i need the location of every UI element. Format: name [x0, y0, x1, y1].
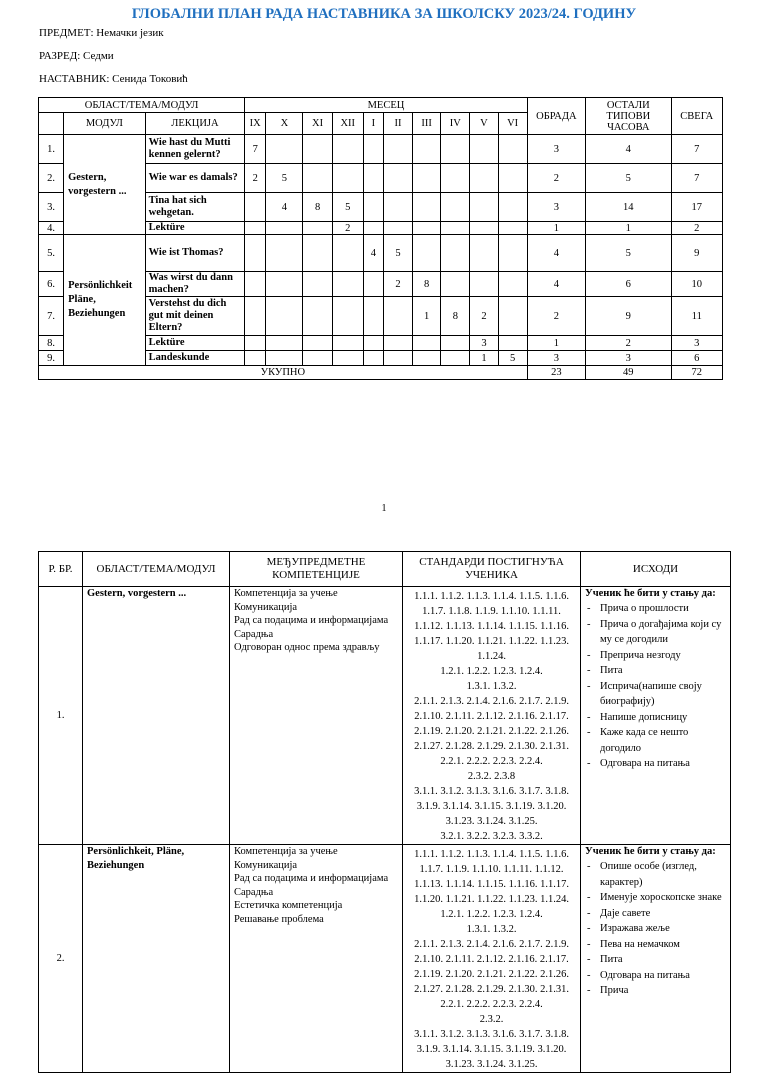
outcomes-table	[38, 551, 731, 1073]
month-hours	[383, 351, 412, 366]
month-hours	[441, 135, 470, 164]
outcome-item	[585, 906, 728, 922]
month-hours	[498, 135, 527, 164]
t2-header-comp: МЕЂУПРЕДМЕТНЕ КОМПЕТЕНЦИЈЕ	[230, 552, 403, 587]
competence-item: Компетенција за учење	[234, 588, 338, 599]
t2-header-area: ОБЛАСТ/ТЕМА/МОДУЛ	[83, 552, 230, 587]
month-hours	[303, 164, 332, 193]
month-hours	[266, 135, 303, 164]
header-month-4: I	[363, 113, 383, 135]
ostali-hours: 1	[586, 222, 671, 235]
t2-header-rbr: Р. БР.	[39, 552, 83, 587]
competence-item: Одговоран однос према здрављу	[234, 642, 380, 653]
outcomes-cell	[581, 587, 731, 845]
month-hours	[498, 222, 527, 235]
month-hours	[363, 193, 383, 222]
standard-line: 2.1.10. 2.1.11. 2.1.12. 2.1.16. 2.1.17.	[414, 711, 569, 722]
month-hours: 1	[413, 297, 441, 336]
standard-line: 3.1.9. 3.1.14. 3.1.15. 3.1.19. 3.1.20.	[416, 1044, 567, 1055]
month-hours	[266, 351, 303, 366]
outcome-item	[585, 921, 728, 937]
month-hours	[498, 164, 527, 193]
standard-line: 1.2.1. 1.2.2. 1.2.3. 1.2.4.	[440, 909, 543, 920]
standard-line: 1.1.7. 1.1.8. 1.1.9. 1.1.10. 1.1.11.	[422, 606, 561, 617]
outcome-item	[585, 756, 728, 772]
standard-line: 3.1.1. 3.1.2. 3.1.3. 3.1.6. 3.1.7. 3.1.8.	[414, 786, 569, 797]
competence-item: Сарадња	[234, 628, 274, 640]
standard-line: 3.2.1. 3.2.2. 3.2.3. 3.3.2.	[440, 831, 543, 842]
plan-row	[39, 235, 723, 272]
competence-item: Естетичка компетенција	[234, 900, 343, 911]
month-hours	[383, 135, 412, 164]
header-ostali: ОСТАЛИ ТИПОВИ ЧАСОВА	[586, 98, 671, 135]
outcome-text: Испричa(напише своју биографију)	[600, 680, 702, 707]
bullet-dash-icon: -	[587, 907, 591, 919]
month-hours	[245, 336, 266, 351]
header-obrada: ОБРАДА	[527, 98, 585, 135]
global-plan-table	[38, 97, 723, 380]
obrada-hours: 1	[527, 336, 585, 351]
outcome-text: Пита	[600, 954, 623, 965]
row-number: 6.	[39, 272, 64, 297]
svega-hours: 7	[671, 164, 722, 193]
standards-cell	[403, 845, 581, 1073]
module-name: Gestern, vorgestern ...	[64, 135, 145, 235]
month-hours	[303, 336, 332, 351]
bullet-dash-icon: -	[587, 923, 591, 934]
month-hours	[441, 235, 470, 272]
outcome-text: Опише особе (изглед, карактер)	[600, 861, 697, 888]
month-hours: 2	[245, 164, 266, 193]
outcome-text: Одговара на питања	[600, 969, 690, 981]
header-month-9: VI	[498, 113, 527, 135]
page-number: 1	[381, 503, 387, 514]
month-hours: 1	[470, 351, 498, 366]
month-hours	[332, 135, 363, 164]
bullet-dash-icon: -	[587, 758, 591, 769]
month-hours	[383, 336, 412, 351]
total-row	[39, 366, 723, 380]
month-hours	[413, 336, 441, 351]
header-month-1: X	[266, 113, 303, 135]
outcome-text: Одговара на питања	[600, 758, 690, 769]
total-svega: 72	[671, 366, 722, 380]
outcomes-heading: Ученик ће бити у стању да:	[585, 846, 716, 857]
month-hours	[303, 135, 332, 164]
outcome-item	[585, 983, 728, 999]
lesson-name: Landeskunde	[145, 351, 245, 366]
competence-item: Рад са подацима и информацијама	[234, 873, 389, 884]
ostali-hours: 9	[586, 297, 671, 336]
standard-line: 2.3.2.	[479, 1014, 504, 1025]
outcome-text: Прича о прошлости	[600, 603, 689, 614]
month-hours	[266, 297, 303, 336]
standard-line: 3.1.1. 3.1.2. 3.1.3. 3.1.6. 3.1.7. 3.1.8.	[414, 1029, 569, 1040]
month-hours: 2	[383, 272, 412, 297]
standard-line: 2.3.2. 2.3.8	[467, 771, 516, 782]
header-month: МЕСЕЦ	[245, 98, 528, 113]
svega-hours: 10	[671, 272, 722, 297]
standard-line: 3.1.23. 3.1.24. 3.1.25.	[445, 816, 538, 827]
competence-item: Сарадња	[234, 886, 274, 898]
month-hours	[245, 272, 266, 297]
month-hours	[498, 336, 527, 351]
svega-hours: 6	[671, 351, 722, 366]
month-hours	[332, 297, 363, 336]
month-hours	[413, 222, 441, 235]
month-hours	[470, 235, 498, 272]
outcome-text: Пита	[600, 665, 623, 676]
svega-hours: 3	[671, 336, 722, 351]
standard-line: 1.1.1. 1.1.2. 1.1.3. 1.1.4. 1.1.5. 1.1.6.	[414, 591, 569, 602]
standard-line: 1.1.1. 1.1.2. 1.1.3. 1.1.4. 1.1.5. 1.1.6.	[414, 849, 569, 860]
competence-item: Решавање проблема	[234, 913, 324, 925]
month-hours	[498, 272, 527, 297]
standard-line: 1.1.12. 1.1.13. 1.1.14. 1.1.15. 1.1.16.	[414, 621, 569, 632]
month-hours	[363, 222, 383, 235]
lesson-name: Wie war es damals?	[145, 164, 245, 193]
outcome-row	[39, 587, 731, 845]
month-hours	[441, 222, 470, 235]
lesson-name: Tina hat sich wehgetan.	[145, 193, 245, 222]
bullet-dash-icon: -	[587, 938, 591, 950]
header-month-7: IV	[441, 113, 470, 135]
month-hours	[470, 164, 498, 193]
row-number: 1.	[39, 587, 83, 845]
month-hours	[303, 297, 332, 336]
competence-item: Рад са подацима и информацијама	[234, 615, 389, 626]
month-hours	[303, 235, 332, 272]
outcome-text: Именује хороскопске знаке	[600, 892, 722, 903]
header-area: ОБЛАСТ/ТЕМА/МОДУЛ	[39, 98, 245, 113]
month-hours: 5	[383, 235, 412, 272]
standard-line: 2.1.1. 2.1.3. 2.1.4. 2.1.6. 2.1.7. 2.1.9.	[414, 696, 569, 707]
area-name: Gestern, vorgestern ...	[83, 587, 230, 845]
month-hours	[332, 235, 363, 272]
outcome-item	[585, 617, 728, 648]
bullet-dash-icon: -	[587, 954, 591, 965]
obrada-hours: 3	[527, 135, 585, 164]
row-number: 1.	[39, 135, 64, 164]
bullet-dash-icon: -	[587, 618, 591, 630]
bullet-dash-icon: -	[587, 727, 591, 738]
header-month-8: V	[470, 113, 498, 135]
month-hours: 3	[470, 336, 498, 351]
month-hours: 5	[498, 351, 527, 366]
month-hours	[332, 336, 363, 351]
month-hours	[266, 272, 303, 297]
month-hours	[266, 336, 303, 351]
month-hours	[470, 193, 498, 222]
month-hours	[303, 272, 332, 297]
page-title: ГЛОБАЛНИ ПЛАН РАДА НАСТАВНИКА ЗА ШКОЛСКУ 2023/24. ГОДИНУ	[131, 6, 637, 22]
month-hours: 7	[245, 135, 266, 164]
month-hours	[363, 164, 383, 193]
standard-line: 1.3.1. 1.3.2.	[466, 681, 517, 692]
month-hours	[245, 351, 266, 366]
month-hours: 8	[413, 272, 441, 297]
header-month-0: IX	[245, 113, 266, 135]
svega-hours: 7	[671, 135, 722, 164]
standard-line: 2.1.19. 2.1.20. 2.1.21. 2.1.22. 2.1.26.	[414, 726, 569, 737]
bullet-dash-icon: -	[587, 649, 591, 661]
obrada-hours: 4	[527, 235, 585, 272]
outcomes-cell	[581, 845, 731, 1073]
month-hours	[413, 235, 441, 272]
lesson-name: Wie hast du Mutti kennen gelernt?	[145, 135, 245, 164]
month-hours	[363, 297, 383, 336]
standard-line: 1.3.1. 1.3.2.	[466, 924, 517, 935]
month-hours	[303, 351, 332, 366]
month-hours	[245, 235, 266, 272]
outcome-text: Препричa незгоду	[600, 649, 681, 661]
standard-line: 1.1.13. 1.1.14. 1.1.15. 1.1.16. 1.1.17.	[414, 879, 569, 890]
standard-line: 2.1.1. 2.1.3. 2.1.4. 2.1.6. 2.1.7. 2.1.9.	[414, 939, 569, 950]
month-hours	[498, 297, 527, 336]
bullet-dash-icon: -	[587, 985, 591, 996]
row-number: 4.	[39, 222, 64, 235]
month-hours	[441, 193, 470, 222]
standard-line: 2.1.19. 2.1.20. 2.1.21. 2.1.22. 2.1.26.	[414, 969, 569, 980]
month-hours	[498, 235, 527, 272]
ostali-hours: 4	[586, 135, 671, 164]
outcome-item	[585, 679, 728, 710]
header-month-5: II	[383, 113, 412, 135]
meta-grade: РАЗРЕД: Седми	[39, 50, 114, 62]
svega-hours: 17	[671, 193, 722, 222]
outcome-item	[585, 601, 728, 617]
month-hours: 5	[332, 193, 363, 222]
outcome-item	[585, 937, 728, 953]
outcome-item	[585, 710, 728, 726]
row-number: 2.	[39, 845, 83, 1073]
obrada-hours: 3	[527, 351, 585, 366]
total-ostali: 49	[586, 366, 671, 380]
standard-line: 1.1.20. 1.1.21. 1.1.22. 1.1.23. 1.1.24.	[414, 894, 569, 905]
svega-hours: 2	[671, 222, 722, 235]
outcome-text: Прича о догађајима који су му се догодили	[600, 618, 722, 645]
header-svega: СВЕГА	[671, 98, 722, 135]
t2-header-std: СТАНДАРДИ ПОСТИГНУЋА УЧЕНИКА	[403, 552, 581, 587]
obrada-hours: 4	[527, 272, 585, 297]
lesson-name: Lektüre	[145, 222, 245, 235]
month-hours: 4	[266, 193, 303, 222]
row-number: 5.	[39, 235, 64, 272]
outcome-row	[39, 845, 731, 1073]
standard-line: 3.1.23. 3.1.24. 3.1.25.	[445, 1059, 538, 1070]
lesson-name: Wie ist Thomas?	[145, 235, 245, 272]
standard-line: 1.1.17. 1.1.20. 1.1.21. 1.1.22. 1.1.23.	[414, 636, 569, 647]
bullet-dash-icon: -	[587, 711, 591, 723]
bullet-dash-icon: -	[587, 861, 591, 872]
bullet-dash-icon: -	[587, 969, 591, 981]
month-hours	[303, 222, 332, 235]
month-hours	[413, 164, 441, 193]
obrada-hours: 3	[527, 193, 585, 222]
month-hours	[441, 164, 470, 193]
standard-line: 1.2.1. 1.2.2. 1.2.3. 1.2.4.	[440, 666, 543, 677]
outcome-text: Прича	[600, 985, 629, 996]
standard-line: 2.1.27. 2.1.28. 2.1.29. 2.1.30. 2.1.31.	[414, 984, 569, 995]
header-month-6: III	[413, 113, 441, 135]
lesson-name: Was wirst du dann machen?	[145, 272, 245, 297]
obrada-hours: 2	[527, 164, 585, 193]
month-hours	[363, 272, 383, 297]
ostali-hours: 5	[586, 235, 671, 272]
competences-cell	[230, 845, 403, 1073]
month-hours	[245, 222, 266, 235]
ostali-hours: 6	[586, 272, 671, 297]
outcome-item	[585, 725, 728, 756]
meta-teacher: НАСТАВНИК: Сенида Токовић	[39, 73, 188, 85]
competence-item: Комуникација	[234, 601, 298, 613]
standard-line: 2.2.1. 2.2.2. 2.2.3. 2.2.4.	[440, 756, 543, 767]
obrada-hours: 1	[527, 222, 585, 235]
header-modul: МОДУЛ	[64, 113, 145, 135]
ostali-hours: 14	[586, 193, 671, 222]
row-number: 7.	[39, 297, 64, 336]
month-hours: 8	[303, 193, 332, 222]
standards-cell	[403, 587, 581, 845]
month-hours	[245, 193, 266, 222]
total-obrada: 23	[527, 366, 585, 380]
outcomes-heading: Ученик ће бити у стању да:	[585, 588, 716, 599]
outcome-item	[585, 890, 728, 906]
outcome-item	[585, 663, 728, 679]
row-number: 2.	[39, 164, 64, 193]
outcome-text: Изражава жеље	[600, 923, 670, 934]
header-lekcija: ЛЕКЦИЈА	[145, 113, 245, 135]
month-hours: 2	[332, 222, 363, 235]
ostali-hours: 5	[586, 164, 671, 193]
meta-subject: ПРЕДМЕТ: Немачки језик	[39, 27, 164, 39]
month-hours	[383, 222, 412, 235]
row-number: 3.	[39, 193, 64, 222]
standard-line: 1.1.7. 1.1.9. 1.1.10. 1.1.11. 1.1.12.	[419, 864, 564, 875]
month-hours: 5	[266, 164, 303, 193]
module-name: Persönlichkeit Pläne, Beziehungen	[64, 235, 145, 366]
month-hours	[266, 235, 303, 272]
month-hours	[332, 272, 363, 297]
standard-line: 2.2.1. 2.2.2. 2.2.3. 2.2.4.	[440, 999, 543, 1010]
standard-line: 2.1.27. 2.1.28. 2.1.29. 2.1.30. 2.1.31.	[414, 741, 569, 752]
month-hours: 2	[470, 297, 498, 336]
header-num	[39, 113, 64, 135]
plan-row	[39, 135, 723, 164]
standard-line: 2.1.10. 2.1.11. 2.1.12. 2.1.16. 2.1.17.	[414, 954, 569, 965]
month-hours	[441, 351, 470, 366]
month-hours	[245, 297, 266, 336]
month-hours	[383, 297, 412, 336]
standard-line: 1.1.24.	[477, 651, 506, 662]
lesson-name: Lektüre	[145, 336, 245, 351]
outcome-item	[585, 952, 728, 968]
obrada-hours: 2	[527, 297, 585, 336]
month-hours	[363, 336, 383, 351]
row-number: 9.	[39, 351, 64, 366]
t2-header-out: ИСХОДИ	[581, 552, 731, 587]
month-hours	[363, 135, 383, 164]
month-hours	[470, 222, 498, 235]
lesson-name: Verstehst du dich gut mit deinen Eltern?	[145, 297, 245, 336]
outcome-text: Даје савете	[600, 907, 651, 919]
month-hours	[413, 351, 441, 366]
month-hours	[413, 193, 441, 222]
header-month-3: XII	[332, 113, 363, 135]
outcome-text: Напише дописницу	[600, 711, 688, 723]
competences-cell	[230, 587, 403, 845]
outcome-text: Каже када се нешто догодило	[600, 727, 689, 754]
month-hours	[470, 272, 498, 297]
month-hours	[498, 193, 527, 222]
month-hours	[441, 336, 470, 351]
outcome-text: Пева на немачком	[600, 938, 680, 950]
ostali-hours: 3	[586, 351, 671, 366]
month-hours: 4	[363, 235, 383, 272]
bullet-dash-icon: -	[587, 603, 591, 614]
svega-hours: 9	[671, 235, 722, 272]
svega-hours: 11	[671, 297, 722, 336]
competence-item: Компетенција за учење	[234, 846, 338, 857]
month-hours	[266, 222, 303, 235]
row-number: 8.	[39, 336, 64, 351]
month-hours	[441, 272, 470, 297]
competence-item: Комуникација	[234, 859, 298, 871]
month-hours	[383, 164, 412, 193]
bullet-dash-icon: -	[587, 892, 591, 903]
month-hours	[332, 351, 363, 366]
month-hours	[363, 351, 383, 366]
month-hours: 8	[441, 297, 470, 336]
outcome-item	[585, 859, 728, 890]
month-hours	[383, 193, 412, 222]
header-month-2: XI	[303, 113, 332, 135]
ostali-hours: 2	[586, 336, 671, 351]
area-name: Persönlichkeit, Pläne, Beziehungen	[83, 845, 230, 1073]
month-hours	[332, 164, 363, 193]
outcome-item	[585, 648, 728, 664]
month-hours	[413, 135, 441, 164]
month-hours	[470, 135, 498, 164]
outcome-item	[585, 968, 728, 984]
standard-line: 3.1.9. 3.1.14. 3.1.15. 3.1.19. 3.1.20.	[416, 801, 567, 812]
bullet-dash-icon: -	[587, 680, 591, 692]
bullet-dash-icon: -	[587, 665, 591, 676]
total-label: УКУПНО	[39, 366, 528, 380]
